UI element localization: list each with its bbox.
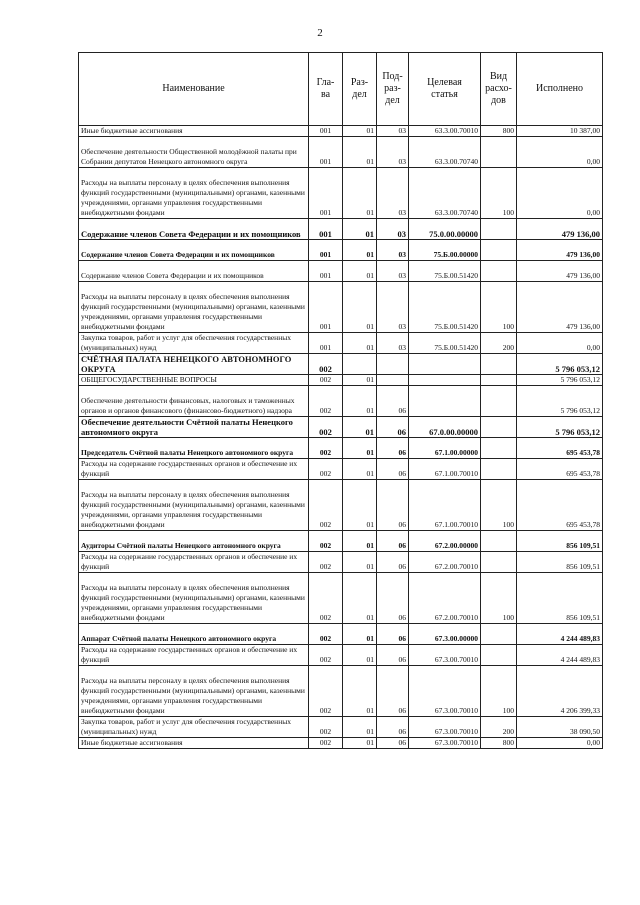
header-razdel: Раз- дел (343, 53, 377, 126)
cell-glava: 001 (309, 282, 343, 333)
cell-ispolneno: 4 206 399,33 (517, 666, 603, 717)
cell-glava: 001 (309, 219, 343, 240)
cell-vid (481, 137, 517, 168)
cell-podrazdel: 03 (377, 137, 409, 168)
cell-vid (481, 459, 517, 480)
cell-glava: 002 (309, 624, 343, 645)
table-row (79, 666, 603, 717)
cell-podrazdel: 06 (377, 717, 409, 738)
cell-glava: 001 (309, 168, 343, 219)
cell-razdel: 01 (343, 168, 377, 219)
header-name: Наименование (79, 53, 309, 126)
cell-celevaya: 67.3.00.70010 (409, 717, 481, 738)
cell-celevaya: 67.3.00.00000 (409, 624, 481, 645)
header-vid: Вид расхо- дов (481, 53, 517, 126)
table-row (79, 573, 603, 624)
cell-razdel: 01 (343, 417, 377, 438)
table-row (79, 624, 603, 645)
table-row (79, 645, 603, 666)
cell-glava: 001 (309, 240, 343, 261)
table-row (79, 417, 603, 438)
cell-razdel: 01 (343, 666, 377, 717)
cell-vid: 100 (481, 168, 517, 219)
cell-glava: 002 (309, 354, 343, 375)
cell-name: Закупка товаров, работ и услуг для обеспечения государственных (муниципальных) нужд (79, 717, 309, 738)
cell-podrazdel: 06 (377, 624, 409, 645)
cell-razdel (343, 354, 377, 375)
cell-ispolneno: 5 796 053,12 (517, 386, 603, 417)
header-ispolneno: Исполнено (517, 53, 603, 126)
cell-ispolneno: 4 244 489,83 (517, 624, 603, 645)
cell-glava: 002 (309, 645, 343, 666)
budget-table (78, 52, 603, 749)
cell-podrazdel: 03 (377, 240, 409, 261)
cell-celevaya (409, 375, 481, 386)
table-row (79, 261, 603, 282)
cell-glava: 002 (309, 573, 343, 624)
cell-ispolneno: 479 136,00 (517, 282, 603, 333)
cell-celevaya: 67.3.00.70010 (409, 645, 481, 666)
cell-ispolneno: 695 453,78 (517, 480, 603, 531)
cell-vid (481, 552, 517, 573)
table-row (79, 282, 603, 333)
cell-celevaya: 67.2.00.70010 (409, 552, 481, 573)
cell-vid (481, 240, 517, 261)
cell-razdel: 01 (343, 531, 377, 552)
cell-glava: 002 (309, 480, 343, 531)
cell-name: ОБЩЕГОСУДАРСТВЕННЫЕ ВОПРОСЫ (79, 375, 309, 386)
cell-vid (481, 261, 517, 282)
cell-glava: 001 (309, 333, 343, 354)
cell-razdel: 01 (343, 738, 377, 749)
cell-glava: 002 (309, 438, 343, 459)
cell-ispolneno: 856 109,51 (517, 552, 603, 573)
cell-razdel: 01 (343, 240, 377, 261)
page-number: 2 (317, 27, 323, 39)
cell-vid: 800 (481, 126, 517, 137)
cell-podrazdel: 06 (377, 386, 409, 417)
cell-vid: 800 (481, 738, 517, 749)
cell-ispolneno: 695 453,78 (517, 438, 603, 459)
cell-vid (481, 354, 517, 375)
cell-ispolneno: 0,00 (517, 168, 603, 219)
cell-name: Аудиторы Счётной палаты Ненецкого автономного округа (79, 531, 309, 552)
header-podrazdel: Под- раз- дел (377, 53, 409, 126)
cell-ispolneno: 38 090,50 (517, 717, 603, 738)
cell-glava: 001 (309, 137, 343, 168)
cell-celevaya: 63.3.00.70010 (409, 126, 481, 137)
cell-podrazdel: 03 (377, 333, 409, 354)
cell-celevaya: 67.3.00.70010 (409, 738, 481, 749)
cell-ispolneno: 5 796 053,12 (517, 375, 603, 386)
cell-celevaya: 67.0.00.00000 (409, 417, 481, 438)
cell-ispolneno: 0,00 (517, 333, 603, 354)
cell-podrazdel: 06 (377, 573, 409, 624)
cell-glava: 002 (309, 417, 343, 438)
table-row (79, 126, 603, 137)
cell-celevaya: 75.0.00.00000 (409, 219, 481, 240)
cell-celevaya: 63.3.00.70740 (409, 168, 481, 219)
cell-ispolneno: 5 796 053,12 (517, 354, 603, 375)
cell-celevaya: 75.Б.00.51420 (409, 261, 481, 282)
cell-glava: 002 (309, 717, 343, 738)
table-row (79, 552, 603, 573)
cell-podrazdel: 06 (377, 552, 409, 573)
cell-vid: 100 (481, 282, 517, 333)
header-glava: Гла- ва (309, 53, 343, 126)
cell-vid: 100 (481, 666, 517, 717)
cell-glava: 001 (309, 261, 343, 282)
cell-name: Содержание членов Совета Федерации и их помощников (79, 261, 309, 282)
table-row (79, 333, 603, 354)
cell-ispolneno: 4 244 489,83 (517, 645, 603, 666)
cell-razdel: 01 (343, 386, 377, 417)
cell-vid (481, 375, 517, 386)
header-celevaya: Целевая статья (409, 53, 481, 126)
cell-vid (481, 438, 517, 459)
cell-celevaya: 67.1.00.00000 (409, 438, 481, 459)
cell-glava: 001 (309, 126, 343, 137)
cell-ispolneno: 479 136,00 (517, 261, 603, 282)
cell-razdel: 01 (343, 645, 377, 666)
cell-celevaya: 75.Б.00.00000 (409, 240, 481, 261)
cell-celevaya (409, 354, 481, 375)
cell-celevaya: 67.2.00.00000 (409, 531, 481, 552)
table-row (79, 438, 603, 459)
table-row (79, 240, 603, 261)
cell-glava: 002 (309, 386, 343, 417)
cell-name: Содержание членов Совета Федерации и их помощников (79, 240, 309, 261)
cell-podrazdel: 03 (377, 126, 409, 137)
cell-razdel: 01 (343, 717, 377, 738)
cell-name: СЧЁТНАЯ ПАЛАТА НЕНЕЦКОГО АВТОНОМНОГО ОКРУГА (79, 354, 309, 375)
cell-glava: 002 (309, 459, 343, 480)
cell-ispolneno: 695 453,78 (517, 459, 603, 480)
cell-podrazdel: 06 (377, 480, 409, 531)
cell-name: Расходы на выплаты персоналу в целях обеспечения выполнения функций государственными (муниципальными) органами, казенными учреждениями, органами управления государственными внебюджетными фондами (79, 480, 309, 531)
cell-name: Иные бюджетные ассигнования (79, 126, 309, 137)
cell-podrazdel: 06 (377, 459, 409, 480)
header-row (79, 53, 603, 126)
table-row (79, 386, 603, 417)
cell-vid (481, 624, 517, 645)
cell-podrazdel: 06 (377, 738, 409, 749)
cell-vid (481, 645, 517, 666)
table-row (79, 738, 603, 749)
cell-vid: 200 (481, 333, 517, 354)
cell-celevaya: 67.1.00.70010 (409, 480, 481, 531)
cell-podrazdel: 03 (377, 261, 409, 282)
cell-podrazdel: 06 (377, 438, 409, 459)
cell-celevaya: 67.1.00.70010 (409, 459, 481, 480)
cell-name: Расходы на выплаты персоналу в целях обеспечения выполнения функций государственными (муниципальными) органами, казенными учреждениями, органами управления государственными внебюджетными фондами (79, 573, 309, 624)
cell-ispolneno: 0,00 (517, 738, 603, 749)
cell-razdel: 01 (343, 375, 377, 386)
cell-celevaya: 67.3.00.70010 (409, 666, 481, 717)
cell-razdel: 01 (343, 126, 377, 137)
cell-name: Обеспечение деятельности финансовых, налоговых и таможенных органов и органов финансового (финансово-бюджетного) надзора (79, 386, 309, 417)
cell-vid (481, 386, 517, 417)
cell-vid (481, 531, 517, 552)
cell-celevaya: 63.3.00.70740 (409, 137, 481, 168)
cell-glava: 002 (309, 531, 343, 552)
cell-vid (481, 417, 517, 438)
cell-vid: 200 (481, 717, 517, 738)
cell-ispolneno: 856 109,51 (517, 531, 603, 552)
cell-podrazdel (377, 354, 409, 375)
cell-name: Расходы на выплаты персоналу в целях обеспечения выполнения функций государственными (муниципальными) органами, казенными учреждениями, органами управления государственными внебюджетными фондами (79, 282, 309, 333)
cell-name: Аппарат Счётной палаты Ненецкого автономного округа (79, 624, 309, 645)
cell-razdel: 01 (343, 261, 377, 282)
cell-podrazdel: 06 (377, 666, 409, 717)
cell-glava: 002 (309, 375, 343, 386)
cell-razdel: 01 (343, 438, 377, 459)
table-row (79, 459, 603, 480)
cell-name: Иные бюджетные ассигнования (79, 738, 309, 749)
table-row (79, 168, 603, 219)
cell-razdel: 01 (343, 573, 377, 624)
cell-podrazdel: 06 (377, 645, 409, 666)
table-row (79, 137, 603, 168)
cell-podrazdel: 03 (377, 168, 409, 219)
cell-podrazdel: 03 (377, 219, 409, 240)
cell-podrazdel (377, 375, 409, 386)
cell-razdel: 01 (343, 282, 377, 333)
cell-vid (481, 219, 517, 240)
cell-ispolneno: 856 109,51 (517, 573, 603, 624)
cell-glava: 002 (309, 666, 343, 717)
cell-ispolneno: 479 136,00 (517, 219, 603, 240)
cell-name: Расходы на выплаты персоналу в целях обеспечения выполнения функций государственными (муниципальными) органами, казенными учреждениями, органами управления государственными внебюджетными фондами (79, 168, 309, 219)
cell-celevaya (409, 386, 481, 417)
cell-ispolneno: 0,00 (517, 137, 603, 168)
cell-celevaya: 75.Б.00.51420 (409, 282, 481, 333)
table-row (79, 531, 603, 552)
cell-glava: 002 (309, 738, 343, 749)
cell-name: Закупка товаров, работ и услуг для обеспечения государственных (муниципальных) нужд (79, 333, 309, 354)
table-row (79, 219, 603, 240)
cell-name: Обеспечение деятельности Общественной молодёжной палаты при Собрании депутатов Ненецкого автономного округа (79, 137, 309, 168)
cell-celevaya: 67.2.00.70010 (409, 573, 481, 624)
cell-podrazdel: 06 (377, 531, 409, 552)
cell-name: Председатель Счётной палаты Ненецкого автономного округа (79, 438, 309, 459)
cell-razdel: 01 (343, 219, 377, 240)
cell-ispolneno: 5 796 053,12 (517, 417, 603, 438)
table-row (79, 717, 603, 738)
cell-ispolneno: 10 387,00 (517, 126, 603, 137)
table-row (79, 354, 603, 375)
cell-vid: 100 (481, 480, 517, 531)
cell-name: Расходы на выплаты персоналу в целях обеспечения выполнения функций государственными (муниципальными) органами, казенными учреждениями, органами управления государственными внебюджетными фондами (79, 666, 309, 717)
cell-glava: 002 (309, 552, 343, 573)
cell-name: Обеспечение деятельности Счётной палаты Ненецкого автономного округа (79, 417, 309, 438)
cell-podrazdel: 06 (377, 417, 409, 438)
cell-podrazdel: 03 (377, 282, 409, 333)
table-row (79, 480, 603, 531)
cell-name: Расходы на содержание государственных органов и обеспечение их функций (79, 552, 309, 573)
cell-razdel: 01 (343, 459, 377, 480)
cell-razdel: 01 (343, 333, 377, 354)
cell-razdel: 01 (343, 552, 377, 573)
cell-celevaya: 75.Б.00.51420 (409, 333, 481, 354)
cell-razdel: 01 (343, 137, 377, 168)
cell-ispolneno: 479 136,00 (517, 240, 603, 261)
table-row (79, 375, 603, 386)
cell-razdel: 01 (343, 624, 377, 645)
cell-name: Содержание членов Совета Федерации и их помощников (79, 219, 309, 240)
cell-name: Расходы на содержание государственных органов и обеспечение их функций (79, 645, 309, 666)
cell-name: Расходы на содержание государственных органов и обеспечение их функций (79, 459, 309, 480)
cell-vid: 100 (481, 573, 517, 624)
cell-razdel: 01 (343, 480, 377, 531)
